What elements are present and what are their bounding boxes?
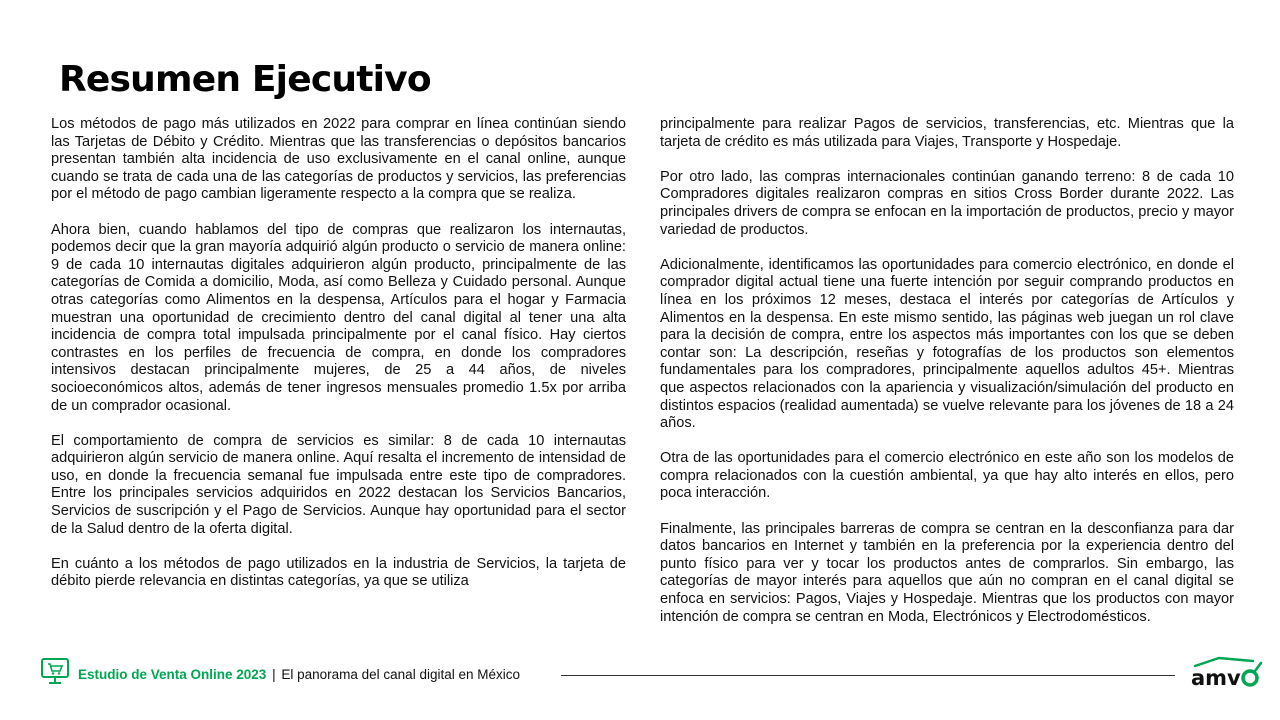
footer-subtitle: El panorama del canal digital en México xyxy=(281,667,520,682)
svg-text:amv: amv xyxy=(1191,666,1241,690)
footer xyxy=(40,656,1262,696)
paragraph-payment-methods: Los métodos de pago más utilizados en 2022 para comprar en línea continúan siendo las Tarjetas de Débito y Crédito. Mientras que las transferencias o depósitos bancarios presentan también alta incidencia de uso exclusivamente en el canal online, aunque cuando se trata de cada una de las categorías de productos y servicios, las preferencias por el método de pago cambian ligeramente respecto a la compra que se realiza. xyxy=(51,116,626,203)
amvo-logo-icon xyxy=(1189,656,1265,694)
footer-brand: Estudio de Venta Online 2023 xyxy=(78,667,267,682)
paragraph-cross-border: Por otro lado, las compras internacionales continúan ganando terreno: 8 de cada 10 Compradores digitales realizaron compras en sitios Cross Border durante 2022. Las principales drivers de compra se enfocan en la importación de productos, precio y mayor variedad de productos. xyxy=(660,168,1234,238)
paragraph-product-purchases: Ahora bien, cuando hablamos del tipo de compras que realizaron los internautas, podemos decir que la gran mayoría adquirió algún producto o servicio de manera online: 9 de cada 10 internautas digitales adquirieron algún producto, principalmente de las categorías de Comida a domicilio, Moda, así como Belleza y Cuidado personal. Aunque otras categorías como Alimentos en la despensa, Artículos para el hogar y Farmacia muestran una oportunidad de crecimiento dentro del canal digital al tener una alta incidencia de compra total impulsada principalmente por el canal físico. Hay ciertos contrastes en los perfiles de frecuencia de compra, en donde los compradores intensivos destacan principalmente mujeres, de 25 a 44 años, de niveles socioeconómicos altos, además de tener ingresos mensuales promedio 1.5x por arriba de un comprador ocasional. xyxy=(51,221,626,414)
paragraph-barriers: Finalmente, las principales barreras de compra se centran en la desconfianza para dar datos bancarios en Internet y también en la preferencia por la experiencia dentro del punto físico para ver y tocar los productos antes de comprarlos. Sin embargo, las categorías de mayor interés para aquellos que aún no compran en el canal digital se enfoca en servicios: Pagos, Viajes y Hospedaje. Mientras que los productos con mayor intención de compra se centran en Moda, Electrónicos y Electrodomésticos. xyxy=(660,520,1234,625)
footer-divider xyxy=(561,675,1175,676)
page-title: Resumen Ejecutivo xyxy=(59,59,431,100)
monitor-cart-icon xyxy=(40,657,72,687)
paragraph-payment-continued: principalmente para realizar Pagos de servicios, transferencias, etc. Mientras que la tarjeta de crédito es más utilizada para Viajes, Transporte y Hospedaje. xyxy=(660,116,1234,150)
paragraph-opportunities: Adicionalmente, identificamos las oportunidades para comercio electrónico, en donde el comprador digital actual tiene una fuerte intención por seguir comprando productos en línea en los próximos 12 meses, destaca el interés por categorías de Artículos y Alimentos en la despensa. En este mismo sentido, las páginas web juegan un rol clave para la decisión de compra, entre los aspectos más importantes con los que se deben contar son: La descripción, reseñas y fotografías de los productos son elementos fundamentales para los compradores, principalmente aquellos adultos 45+. Mientras que aspectos relacionados con la apariencia y visualización/simulación del producto en distintos espacios (realidad aumentada) se vuelve relevante para los jóvenes de 18 a 24 años. xyxy=(660,256,1234,432)
paragraph-environmental: Otra de las oportunidades para el comercio electrónico en este año son los modelos de compra relacionados con la cuestión ambiental, ya que hay alto interés en ellos, pero poca interacción. xyxy=(660,450,1234,502)
footer-caption xyxy=(78,667,520,682)
right-column xyxy=(660,116,1234,644)
paragraph-service-purchases: El comportamiento de compra de servicios es similar: 8 de cada 10 internautas adquirieron algún servicio de manera online. Aquí resalta el incremento de intensidad de uso, en donde la frecuencia semanal fue impulsada entre este tipo de compradores. Entre los principales servicios adquiridos en 2022 destacan los Servicios Bancarios, Servicios de suscripción y el Pago de Servicios. Aunque hay oportunidad para el sector de la Salud dentro de la oferta digital. xyxy=(51,432,626,537)
footer-separator: | xyxy=(272,667,276,682)
left-column xyxy=(51,116,626,609)
paragraph-service-payment-methods: En cuánto a los métodos de pago utilizados en la industria de Servicios, la tarjeta de débito pierde relevancia en distintas categorías, ya que se utiliza xyxy=(51,555,626,590)
